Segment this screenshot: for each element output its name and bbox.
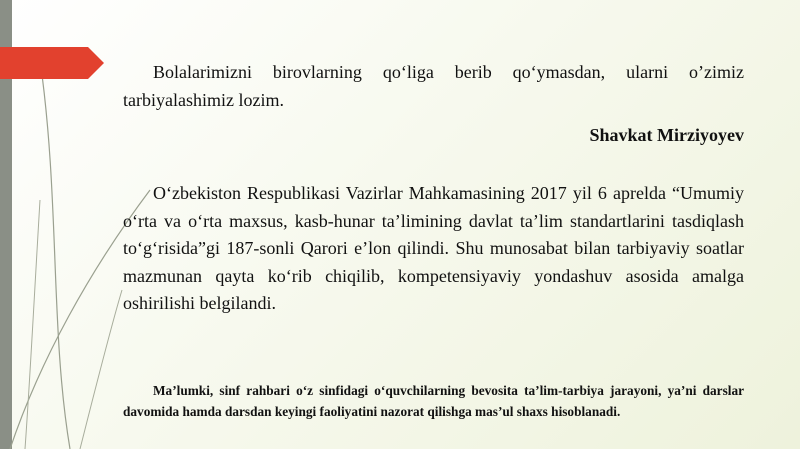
decorative-curve-4 [80,290,122,449]
note-paragraph: Ma’lumki, sinf rahbari o‘z sinfidagi o‘quvchilarning bevosita ta’lim-tarbiya jarayoni, ya’ni darslar davomida hamda darsdan keyingi faoliyatini nazorat qilishga mas’ul shaxs hisoblanadi. [123,383,744,419]
decorative-curve-3 [25,200,40,449]
quote-author: Shavkat Mirziyoyev [589,125,744,145]
body-paragraph: O‘zbekiston Respublikasi Vazirlar Mahkamasining 2017 yil 6 aprelda “Umumiy o‘rta va o‘rta maxsus, kasb-hunar ta’limining davlat ta’lim standartlarini tasdiqlash to‘g‘risida”gi 187-sonli Qarori e’lon qilindi. Shu munosabat bilan tarbiyaviy soatlar mazmunan qayta ko‘rib chiqilib, kompetensiyaviy yondashuv asosida amalga oshirilishi belgilandi. [123,183,744,313]
accent-arrow-shape [0,47,104,79]
decorative-curve-1 [40,60,70,449]
quote-text: Bolalarimizni birovlarning qo‘liga berib qo‘ymasdan, ularni o’zimiz tarbiyalashimiz lozim. [123,62,744,110]
